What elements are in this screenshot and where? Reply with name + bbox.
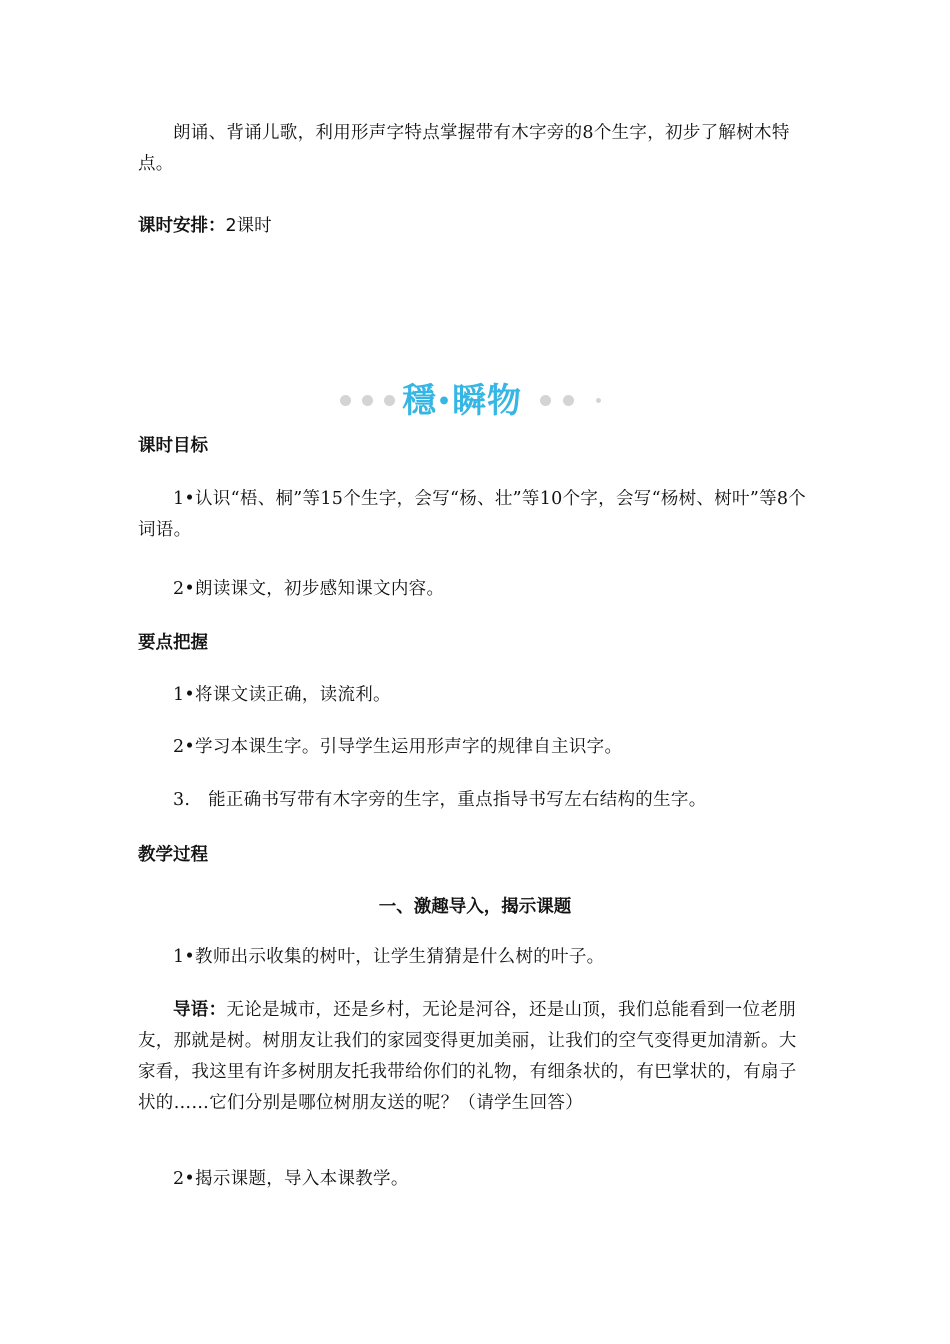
goals-heading: 课时目标: [138, 436, 208, 456]
banner-title-part2: 瞬物: [452, 381, 523, 421]
key-point-item: 2•学习本课生字。引导学生运用形声字的规律自主识字。: [173, 737, 623, 757]
schedule-value: 2课时: [225, 216, 272, 236]
process-step: 1•教师出示收集的树叶，让学生猜猜是什么树的叶子。: [173, 947, 605, 967]
process-heading: 教学过程: [138, 845, 208, 865]
guide-label: 导语：: [173, 1000, 227, 1020]
key-point-item: 3. 能正确书写带有木字旁的生字，重点指导书写左右结构的生字。: [173, 790, 707, 810]
banner-dot: [540, 395, 551, 406]
banner-dot: [340, 395, 351, 406]
banner-separator: •: [437, 389, 453, 415]
banner-dot: [596, 398, 601, 403]
section-banner: [0, 377, 950, 425]
key-point-item: 1•将课文读正确，读流利。: [173, 685, 391, 705]
goal-item: 1•认识“梧、桐”等15个生字，会写“杨、壮”等10个字，会写“杨树、树叶”等8个词语。: [138, 489, 807, 540]
banner-dot: [384, 395, 395, 406]
banner-title: [402, 377, 522, 425]
guide-paragraph: [138, 995, 810, 1119]
banner-title-part1: 穩: [402, 381, 437, 421]
banner-dot: [362, 395, 373, 406]
schedule-line: [138, 212, 272, 240]
guide-text: 无论是城市，还是乡村，无论是河谷，还是山顶，我们总能看到一位老朋友，那就是树。树朋友让我们的家园变得更加美丽，让我们的空气变得更加清新。大家看，我这里有许多树朋友托我带给你们的礼物，有细条状的，有巴掌状的，有扇子状的……它们分别是哪位树朋友送的呢？（请学生回答）: [138, 1000, 797, 1113]
section-title: 一、激趣导入，揭示课题: [378, 897, 572, 917]
key-points-heading: 要点把握: [138, 633, 208, 653]
process-step: 2•揭示课题，导入本课教学。: [173, 1169, 409, 1189]
goal-item: 2•朗读课文，初步感知课文内容。: [173, 579, 445, 599]
schedule-label: 课时安排：: [138, 216, 226, 236]
banner-dot: [563, 395, 574, 406]
intro-paragraph: 朗诵、背诵儿歌，利用形声字特点掌握带有木字旁的8个生字，初步了解树木特点。: [138, 123, 790, 174]
